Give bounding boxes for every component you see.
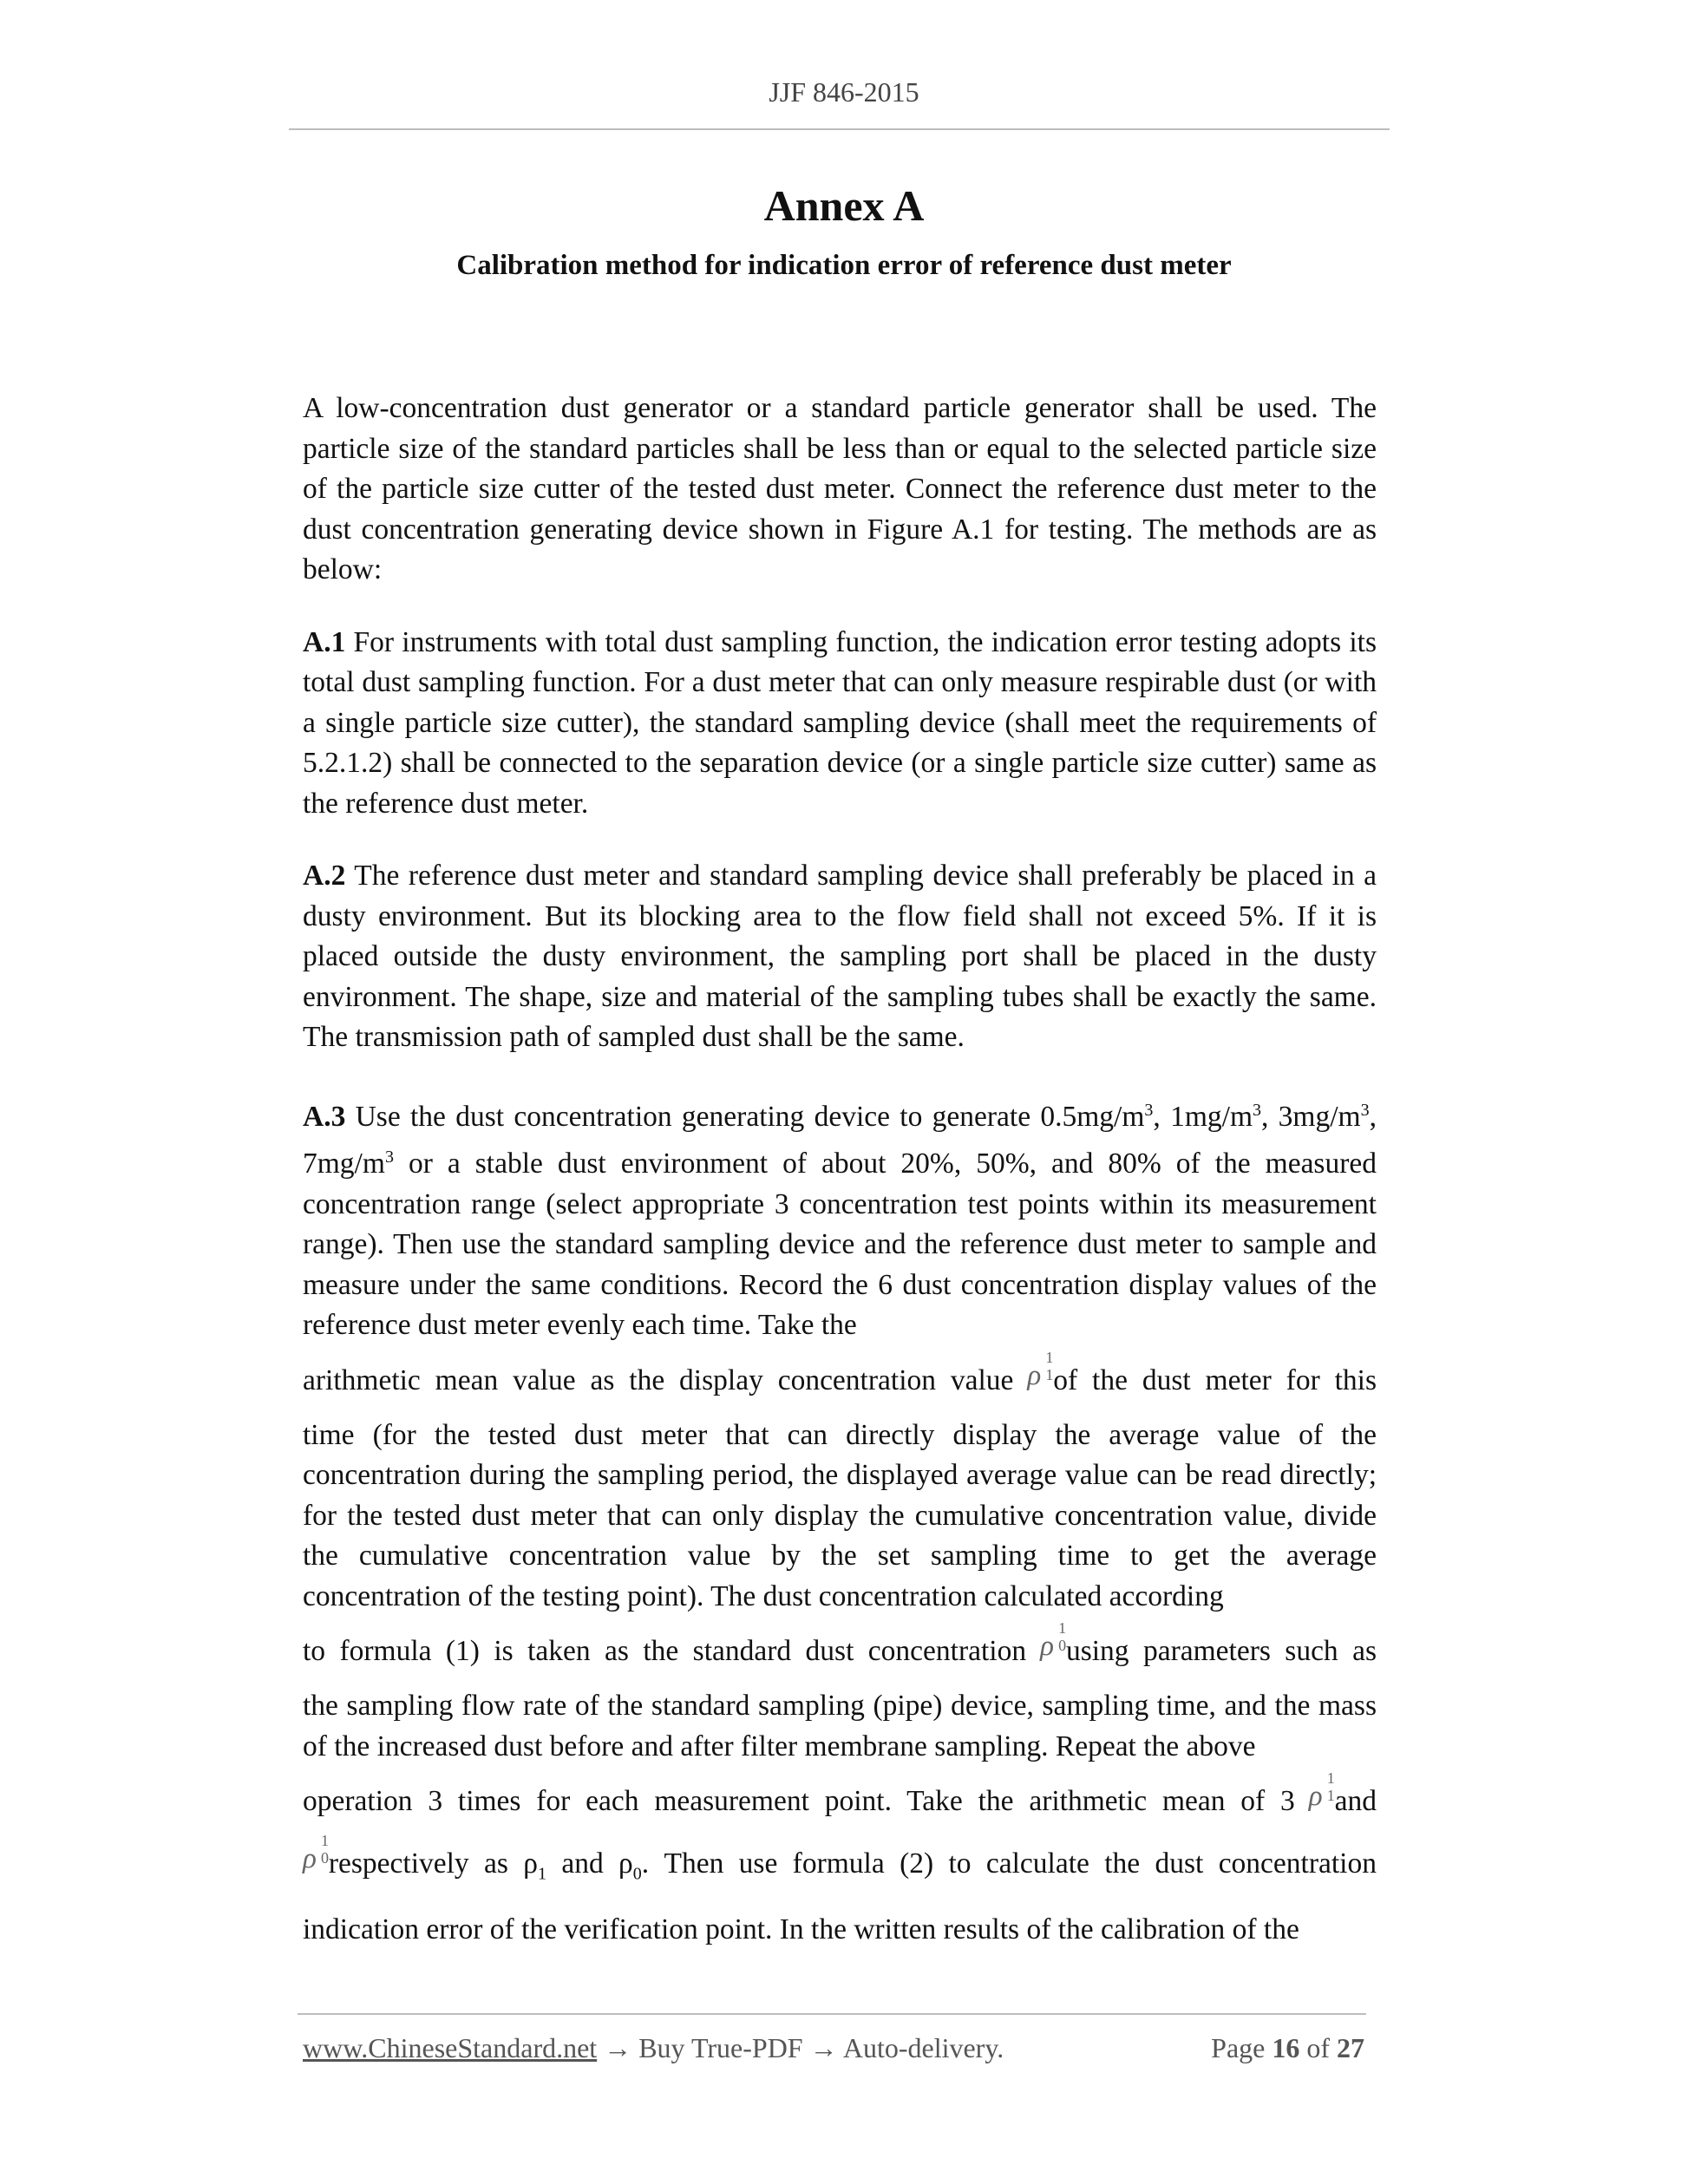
- clause-a3-text: Use the dust concentration generating device to generate 0.5mg/m: [345, 1100, 1145, 1133]
- clause-a3-text: arithmetic mean value as the display concentration value: [303, 1363, 1014, 1396]
- clause-a3-text: or a stable dust environment of about 20%, 50%, and 80% of the measured concentration range (select appropriate 3 concentration test points within its measurement range). Then use the standard sampling device and the reference dust meter to sample and measure under the same conditions. Record the 6 dust concentration display values of the reference dust meter evenly each time. Take the: [303, 1148, 1377, 1342]
- clause-a3-text: , 3mg/m: [1261, 1100, 1361, 1133]
- rho-subscript: 1: [538, 1865, 546, 1884]
- footer-divider: [298, 2013, 1366, 2015]
- clause-a2: [303, 856, 1377, 1058]
- page-total: 27: [1337, 2032, 1364, 2063]
- footer-tagline: → Buy True-PDF → Auto-delivery.: [597, 2032, 1004, 2063]
- rho-1-1-symbol: ρ 1 1: [1027, 1348, 1054, 1391]
- clause-a3-continued: the sampling flow rate of the standard sampling (pipe) device, sampling time, and the mass of the increased dust before and after filter membrane sampling. Repeat the above: [303, 1690, 1377, 1762]
- clause-a1-text: For instruments with total dust sampling function, the indication error testing adopts its total dust sampling function. For a dust meter that can only measure respirable dust (or with a single particle size cutter), the standard sampling device (shall meet the requirements of 5.2.1.2) shall be connected to the separation device (or a single particle size cutter) same as the reference dust meter.: [303, 625, 1377, 820]
- clause-a3-text: to formula (1) is taken as the standard dust concentration: [303, 1635, 1027, 1668]
- formula-line-standard-concentration: [303, 1617, 1377, 1686]
- clause-a3-text: and: [1334, 1785, 1377, 1818]
- clause-a3-text: . Then use formula (2) to calculate the dust concentration indication error of the verification point. In the written results of the calibration of the: [303, 1847, 1377, 1945]
- rho-0-1-symbol: ρ 1 0: [303, 1832, 329, 1875]
- page-footer: [303, 2032, 1370, 2064]
- clause-a3: [303, 1090, 1377, 1346]
- header-divider: [289, 128, 1390, 130]
- clause-a3-text: using parameters such as: [1065, 1635, 1377, 1668]
- chinesestandard-link[interactable]: www.ChineseStandard.net: [303, 2032, 598, 2063]
- page-number: 16: [1272, 2032, 1300, 2063]
- annex-title: Annex A: [763, 181, 925, 230]
- clause-a1: [303, 623, 1377, 825]
- clause-a2-text: The reference dust meter and standard sampling device shall preferably be placed in a dusty environment. But its blocking area to the flow field shall not exceed 5%. If it is placed outside the dusty environment, the sampling port shall be placed in the dusty environment. The shape, size and material of the sampling tubes shall be exactly the same. The transmission path of sampled dust shall be the same.: [303, 860, 1377, 1053]
- formula-line-respectively: [303, 1832, 1377, 1958]
- clause-a3-text: , 1mg/m: [1153, 1100, 1253, 1133]
- unit-superscript: 3: [1253, 1100, 1262, 1120]
- page-indicator: Page 16 of 27: [1211, 2032, 1364, 2063]
- clause-a1-label: A.1: [303, 625, 346, 658]
- unit-superscript: 3: [1144, 1100, 1154, 1120]
- formula-line-arithmetic-mean: [303, 1767, 1377, 1836]
- clause-a3-label: A.3: [303, 1100, 346, 1133]
- unit-superscript: 3: [1360, 1100, 1370, 1120]
- clause-a3-text: of the dust meter for this: [1053, 1363, 1377, 1396]
- clause-a3-text: and ρ: [546, 1847, 633, 1880]
- clause-a3-text: , 7mg/m: [303, 1100, 1377, 1180]
- clause-a3-text: respectively as ρ: [328, 1847, 538, 1880]
- intro-paragraph: A low-concentration dust generator or a standard particle generator shall be used. The particle size of the standard particles shall be less than or equal to the selected particle size of the particle size cutter of the tested dust meter. Connect the reference dust meter to the dust concentration generating device shown in Figure A.1 for testing. The methods are as below:: [303, 392, 1377, 585]
- rho-0-1-symbol: ρ 1 0: [1040, 1619, 1067, 1663]
- clause-a2-label: A.2: [303, 860, 346, 892]
- annex-subtitle: Calibration method for indication error of reference dust meter: [456, 250, 1232, 281]
- formula-line-display-value: [303, 1346, 1377, 1416]
- document-body: [303, 389, 1377, 1958]
- clause-a3-continued: time (for the tested dust meter that can directly display the average value of the concentration during the sampling period, the displayed average value can be read directly; for the tested dust meter that can only display the cumulative concentration value, divide the cumulative concentration value by the set sampling time to get the average concentration of the testing point). The dust concentration calculated according: [303, 1418, 1377, 1612]
- unit-superscript: 3: [384, 1148, 394, 1167]
- rho-subscript: 0: [632, 1865, 642, 1884]
- clause-a3-text: operation 3 times for each measurement point. Take the arithmetic mean of 3: [303, 1785, 1295, 1818]
- rho-1-1-symbol: ρ 1 1: [1308, 1769, 1335, 1813]
- document-code-header: JJF 846-2015: [769, 76, 919, 108]
